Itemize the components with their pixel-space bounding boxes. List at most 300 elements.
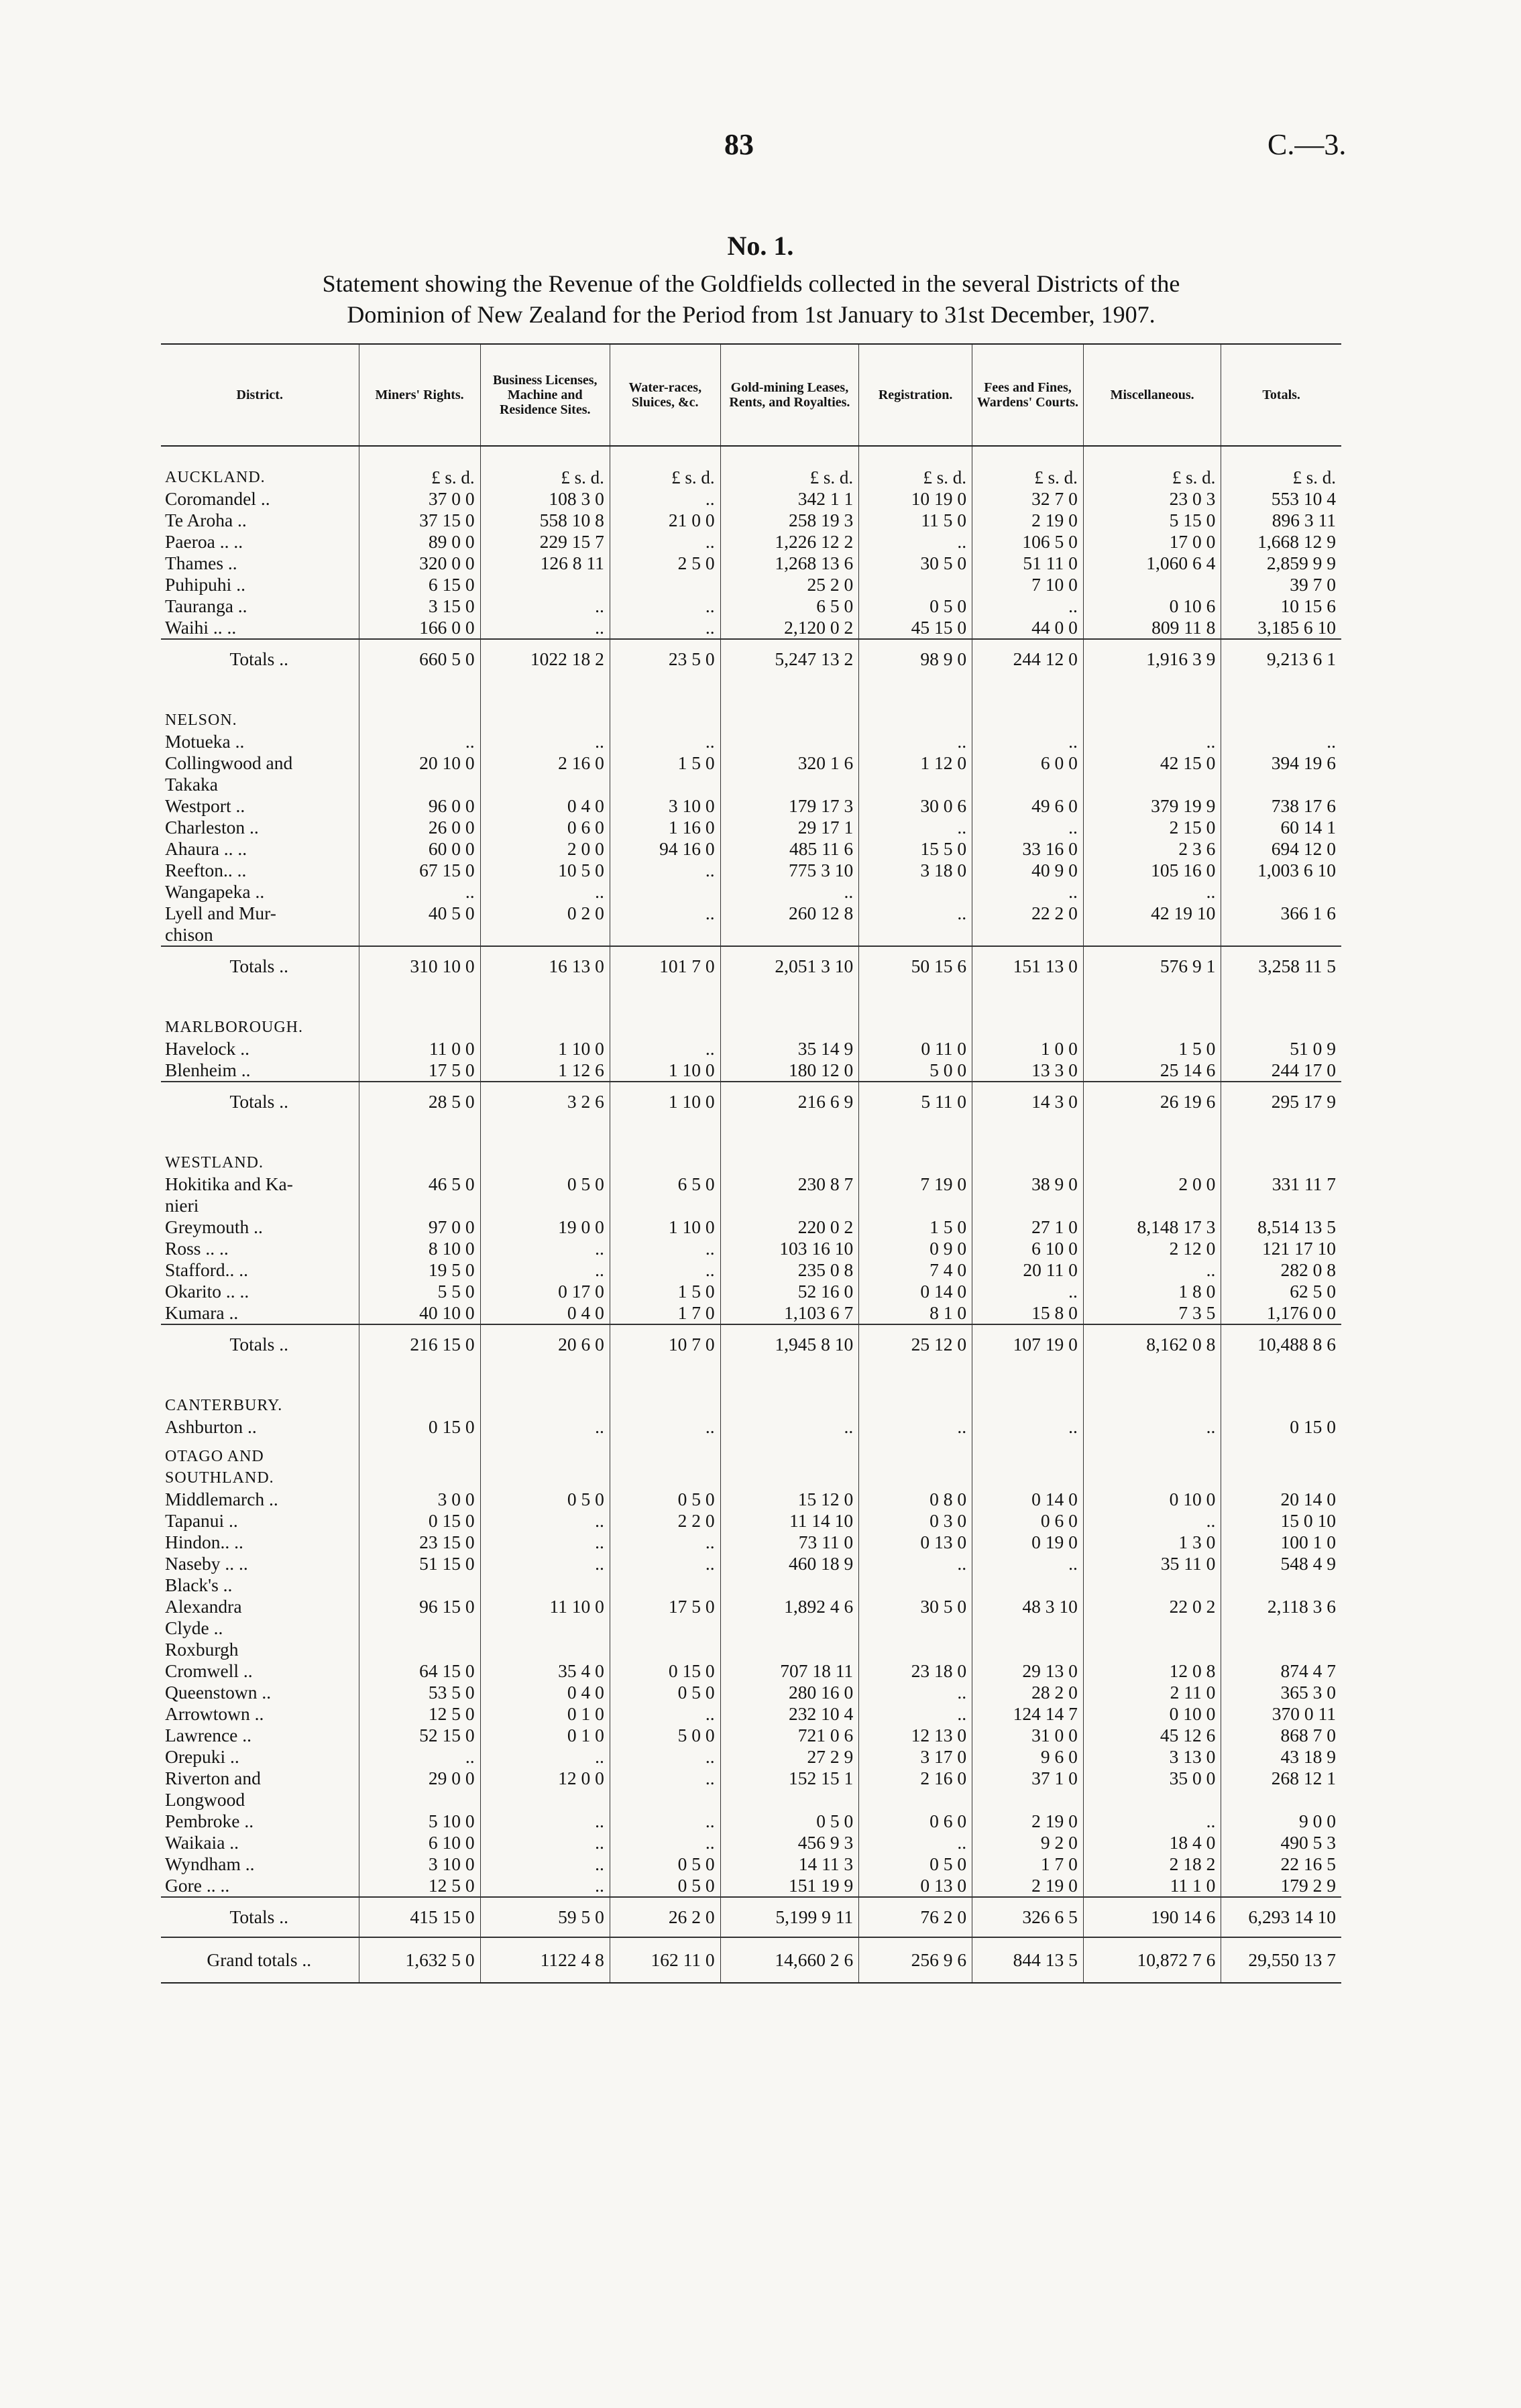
row-label: Stafford.. .. [165,1259,248,1280]
table-cell: .. [359,1746,480,1768]
table-cell: 25 14 6 [1083,1059,1221,1082]
table-cell: .. [720,1416,859,1438]
table-cell: 775 3 10 [720,860,859,881]
table-cell: 8 1 0 [859,1302,972,1324]
table-cell: 0 15 0 [610,1660,720,1682]
table-cell: .. [972,881,1084,903]
empty-cell [972,1364,1084,1416]
empty-cell [1221,1446,1341,1467]
table-cell [972,774,1084,795]
district-row [161,1446,1341,1467]
table-cell: .. [720,881,859,903]
totals-row [161,1324,1341,1364]
table-cell: 50 15 6 [859,946,972,986]
table-cell: 0 2 0 [480,903,610,924]
table-cell: 1 7 0 [972,1853,1084,1875]
table-row [161,1639,1341,1660]
empty-cell [1221,986,1341,1038]
table-cell: 98 9 0 [859,639,972,679]
table-cell: 0 13 0 [859,1875,972,1897]
empty-cell [1083,1467,1221,1489]
table-cell: .. [480,1510,610,1532]
table-row [161,752,1341,774]
table-cell: 180 12 0 [720,1059,859,1082]
table-cell: 320 0 0 [359,553,480,574]
table-cell: .. [1221,731,1341,752]
table-cell: 29,550 13 7 [1221,1937,1341,1983]
table-cell: 2 2 0 [610,1510,720,1532]
table-cell: 232 10 4 [720,1703,859,1725]
table-row [161,1532,1341,1553]
table-cell: 0 13 0 [859,1532,972,1553]
row-label: Charleston .. [165,817,259,838]
row-label: Ross .. .. [165,1238,229,1259]
table-cell: 1 10 0 [610,1082,720,1121]
row-label: Coromandel .. [165,488,270,509]
table-cell: 1,268 13 6 [720,553,859,574]
table-header-row [161,344,1341,446]
table-cell: 9 6 0 [972,1746,1084,1768]
table-cell: 0 19 0 [972,1532,1084,1553]
table-row [161,531,1341,553]
table-cell: 25 2 0 [720,574,859,595]
table-cell: 25 12 0 [859,1324,972,1364]
empty-cell [720,1438,859,1446]
table-cell: 39 7 0 [1221,574,1341,595]
table-cell: 256 9 6 [859,1937,972,1983]
table-cell: .. [972,595,1084,617]
table-cell: 1 0 0 [972,1038,1084,1059]
table-cell: 103 16 10 [720,1238,859,1259]
table-cell: 12 5 0 [359,1703,480,1725]
table-cell: .. [610,903,720,924]
statement-line-1: Statement showing the Revenue of the Goldfields collected in the several Districts of the [322,270,1180,297]
table-cell: 16 13 0 [480,946,610,986]
district-row [161,986,1341,1038]
table-cell [859,924,972,946]
table-cell: 17 0 0 [1083,531,1221,553]
row-label: Thames .. [165,553,237,573]
table-cell: 548 4 9 [1221,1553,1341,1574]
table-cell: 721 0 6 [720,1725,859,1746]
table-cell: .. [480,1811,610,1832]
table-cell: 260 12 8 [720,903,859,924]
table-cell: .. [610,860,720,881]
table-cell: 244 17 0 [1221,1059,1341,1082]
empty-cell [480,1438,610,1446]
table-cell: .. [859,817,972,838]
table-cell [972,1574,1084,1596]
table-row [161,1173,1341,1195]
table-cell [859,574,972,595]
table-cell: 2 12 0 [1083,1238,1221,1259]
row-label: Grand totals .. [161,1937,359,1983]
empty-cell [1221,1364,1341,1416]
table-cell: .. [610,1768,720,1789]
table-cell: 6 15 0 [359,574,480,595]
table-cell [359,924,480,946]
table-row [161,903,1341,924]
empty-cell [359,1446,480,1467]
table-row [161,774,1341,795]
table-cell: .. [480,1853,610,1875]
empty-cell [972,1121,1084,1173]
table-cell [720,1617,859,1639]
table-cell: 1 8 0 [1083,1281,1221,1302]
table-cell: 30 0 6 [859,795,972,817]
empty-cell [1221,1438,1341,1446]
empty-cell [359,1438,480,1446]
table-cell: 11 1 0 [1083,1875,1221,1897]
table-cell [480,924,610,946]
table-row [161,1617,1341,1639]
row-label: Orepuki .. [165,1746,239,1767]
table-cell: .. [480,1746,610,1768]
table-cell [359,1639,480,1660]
table-cell: 108 3 0 [480,488,610,510]
table-cell: £ s. d. [720,446,859,488]
empty-cell [1083,1446,1221,1467]
table-cell [1083,774,1221,795]
table-cell: 152 15 1 [720,1768,859,1789]
row-label: Arrowtown .. [165,1703,264,1724]
table-cell: 101 7 0 [610,946,720,986]
table-cell: 2,859 9 9 [1221,553,1341,574]
table-row [161,795,1341,817]
empty-cell [972,986,1084,1038]
table-cell: 268 12 1 [1221,1768,1341,1789]
table-cell: 10,488 8 6 [1221,1324,1341,1364]
table-cell [1083,1789,1221,1811]
table-cell: 10 5 0 [480,860,610,881]
table-cell: £ s. d. [1221,446,1341,488]
district-label: SOUTHLAND. [165,1469,274,1487]
table-cell: 1,916 3 9 [1083,639,1221,679]
empty-cell [480,1364,610,1416]
table-cell: .. [610,488,720,510]
row-label: Lyell and Mur- [165,903,276,923]
table-row [161,1281,1341,1302]
table-row [161,881,1341,903]
table-cell: 51 15 0 [359,1553,480,1574]
empty-cell [359,1364,480,1416]
table-cell: 2,051 3 10 [720,946,859,986]
table-row [161,510,1341,531]
row-label: Black's .. [165,1574,233,1595]
empty-cell [610,1121,720,1173]
table-cell: 326 6 5 [972,1897,1084,1937]
table-cell: 49 6 0 [972,795,1084,817]
table-cell: 18 4 0 [1083,1832,1221,1853]
empty-cell [972,1467,1084,1489]
row-label: Puhipuhi .. [165,574,245,595]
table-cell: 8,162 0 8 [1083,1324,1221,1364]
table-row [161,1746,1341,1768]
table-cell: 23 15 0 [359,1532,480,1553]
empty-cell [359,1121,480,1173]
empty-cell [1221,1467,1341,1489]
table-cell [720,1789,859,1811]
table-cell: 121 17 10 [1221,1238,1341,1259]
table-cell [1221,1195,1341,1216]
table-cell: 21 0 0 [610,510,720,531]
table-cell [480,574,610,595]
grand-totals-row [161,1937,1341,1983]
table-row [161,1553,1341,1574]
table-cell [720,774,859,795]
table-cell [720,731,859,752]
table-cell [972,1195,1084,1216]
table-cell [1221,1639,1341,1660]
table-cell: 22 16 5 [1221,1853,1341,1875]
table-cell: 7 10 0 [972,574,1084,595]
table-cell: 553 10 4 [1221,488,1341,510]
table-row [161,1489,1341,1510]
empty-cell [610,986,720,1038]
table-cell: .. [610,1259,720,1281]
table-row [161,1832,1341,1853]
table-row [161,1789,1341,1811]
table-cell: 6 5 0 [610,1173,720,1195]
table-cell: 0 15 0 [359,1510,480,1532]
table-cell: 0 3 0 [859,1510,972,1532]
table-cell: .. [610,1553,720,1574]
table-cell: 2 19 0 [972,510,1084,531]
table-row [161,1725,1341,1746]
table-cell: 0 6 0 [972,1510,1084,1532]
table-cell: .. [480,881,610,903]
table-cell: 0 4 0 [480,795,610,817]
table-cell: 0 5 0 [610,1853,720,1875]
table-cell [859,881,972,903]
table-cell: 23 18 0 [859,1660,972,1682]
table-cell: 23 0 3 [1083,488,1221,510]
table-cell: 26 19 6 [1083,1082,1221,1121]
table-cell [610,1639,720,1660]
table-cell: 490 5 3 [1221,1832,1341,1853]
table-row [161,617,1341,639]
table-cell: .. [610,1832,720,1853]
table-cell: 8,148 17 3 [1083,1216,1221,1238]
empty-cell [972,679,1084,731]
table-cell [720,924,859,946]
table-cell: .. [1083,1416,1221,1438]
table-cell: 20 10 0 [359,752,480,774]
table-cell: 126 8 11 [480,553,610,574]
page-number: 83 [724,128,754,161]
empty-cell [972,1446,1084,1467]
table-cell: 5 11 0 [859,1082,972,1121]
table-cell [480,1617,610,1639]
empty-cell [859,1467,972,1489]
table-cell [1083,1617,1221,1639]
table-cell: .. [610,1532,720,1553]
table-cell: 0 1 0 [480,1703,610,1725]
table-cell [610,881,720,903]
row-label: Greymouth .. [165,1216,263,1237]
table-cell: 1022 18 2 [480,639,610,679]
table-cell: .. [610,1746,720,1768]
table-cell: 0 5 0 [859,1853,972,1875]
statement-title [161,268,1341,330]
table-cell [1221,1789,1341,1811]
table-cell: 2 16 0 [859,1768,972,1789]
table-cell: 3 0 0 [359,1489,480,1510]
table-cell: 17 5 0 [359,1059,480,1082]
table-cell: 9 0 0 [1221,1811,1341,1832]
table-cell [480,1789,610,1811]
spacer-row [161,1438,1341,1446]
table-cell [859,774,972,795]
empty-cell [480,1121,610,1173]
table-cell: 1 10 0 [610,1216,720,1238]
empty-cell [720,1121,859,1173]
table-cell: 51 0 9 [1221,1038,1341,1059]
table-cell: 1 3 0 [1083,1532,1221,1553]
table-cell: 2,118 3 6 [1221,1596,1341,1617]
table-cell: 14 11 3 [720,1853,859,1875]
table-cell: 3 2 6 [480,1082,610,1121]
empty-cell [610,679,720,731]
table-cell: 166 0 0 [359,617,480,639]
table-cell: 30 5 0 [859,553,972,574]
table-cell [1083,1639,1221,1660]
table-cell: .. [859,1832,972,1853]
table-cell: 73 11 0 [720,1532,859,1553]
table-row [161,1875,1341,1897]
table-cell: 3 15 0 [359,595,480,617]
col-header-registration: Registration. [859,344,972,446]
row-label: Ahaura .. .. [165,838,247,859]
table-cell: 15 5 0 [859,838,972,860]
table-cell: 0 5 0 [610,1682,720,1703]
table-cell: 89 0 0 [359,531,480,553]
empty-cell [1083,986,1221,1038]
table-cell: 53 5 0 [359,1682,480,1703]
table-cell [972,1639,1084,1660]
table-row [161,1811,1341,1832]
table-cell: 7 3 5 [1083,1302,1221,1324]
table-cell: .. [972,1281,1084,1302]
table-cell: 28 2 0 [972,1682,1084,1703]
table-cell: 96 15 0 [359,1596,480,1617]
table-cell: 13 3 0 [972,1059,1084,1082]
table-cell: 2,120 0 2 [720,617,859,639]
row-label: Westport .. [165,795,245,816]
table-cell: 19 0 0 [480,1216,610,1238]
table-row [161,488,1341,510]
table-cell [480,774,610,795]
table-cell: £ s. d. [610,446,720,488]
row-label: Alexandra [165,1596,242,1617]
table-cell: 216 6 9 [720,1082,859,1121]
table-row [161,1038,1341,1059]
table-cell: .. [610,1038,720,1059]
table-cell [610,924,720,946]
table-cell [359,1617,480,1639]
table-cell: 11 0 0 [359,1038,480,1059]
empty-cell [972,1438,1084,1446]
col-header-gold-mining-leases: Gold-mining Leases, Rents, and Royalties. [720,344,859,446]
table-cell: 2 3 6 [1083,838,1221,860]
table-cell: 96 0 0 [359,795,480,817]
empty-cell [480,1446,610,1467]
table-cell: 40 9 0 [972,860,1084,881]
table-cell: .. [480,1532,610,1553]
table-cell: .. [480,1832,610,1853]
table-row [161,1216,1341,1238]
table-cell: .. [610,731,720,752]
table-cell: .. [610,617,720,639]
table-cell: 1,945 8 10 [720,1324,859,1364]
table-cell: 35 0 0 [1083,1768,1221,1789]
table-cell: £ s. d. [359,446,480,488]
table-row [161,1853,1341,1875]
table-row [161,924,1341,946]
table-cell: 45 12 6 [1083,1725,1221,1746]
row-label: Cromwell .. [165,1660,253,1681]
empty-cell [1221,679,1341,731]
table-cell: 707 18 11 [720,1660,859,1682]
table-cell: 3 10 0 [610,795,720,817]
table-cell [972,1789,1084,1811]
table-row [161,860,1341,881]
table-cell: .. [972,817,1084,838]
table-cell [1221,1617,1341,1639]
table-cell: 295 17 9 [1221,1082,1341,1121]
table-cell: .. [859,1553,972,1574]
table-cell [859,1195,972,1216]
totals-row [161,1897,1341,1937]
table-cell: 22 0 2 [1083,1596,1221,1617]
table-cell: 19 5 0 [359,1259,480,1281]
table-cell: 35 11 0 [1083,1553,1221,1574]
table-cell: £ s. d. [859,446,972,488]
table-row [161,731,1341,752]
table-cell: 1 16 0 [610,817,720,838]
empty-cell [1083,1121,1221,1173]
table-cell: 12 0 8 [1083,1660,1221,1682]
table-cell: 179 2 9 [1221,1875,1341,1897]
table-cell: 2 19 0 [972,1875,1084,1897]
row-label: Riverton and [165,1768,261,1788]
table-cell: 26 0 0 [359,817,480,838]
row-label: Hindon.. .. [165,1532,243,1552]
table-cell: 27 1 0 [972,1216,1084,1238]
table-cell: 60 0 0 [359,838,480,860]
empty-cell [610,1446,720,1467]
table-cell: 2 19 0 [972,1811,1084,1832]
table-cell: .. [610,1416,720,1438]
table-cell: 33 16 0 [972,838,1084,860]
table-cell [720,1639,859,1660]
table-cell [610,1617,720,1639]
table-cell: 5,247 13 2 [720,639,859,679]
row-label: Pembroke .. [165,1811,254,1831]
table-row [161,838,1341,860]
table-cell: 0 10 0 [1083,1489,1221,1510]
table-cell: 11 14 10 [720,1510,859,1532]
table-cell: 694 12 0 [1221,838,1341,860]
table-cell: 1,668 12 9 [1221,531,1341,553]
table-cell: 1 5 0 [1083,1038,1221,1059]
table-cell: .. [1083,1259,1221,1281]
table-row [161,1195,1341,1216]
table-cell: .. [972,1553,1084,1574]
empty-cell [359,1467,480,1489]
table-cell: 3 18 0 [859,860,972,881]
empty-cell [1083,679,1221,731]
